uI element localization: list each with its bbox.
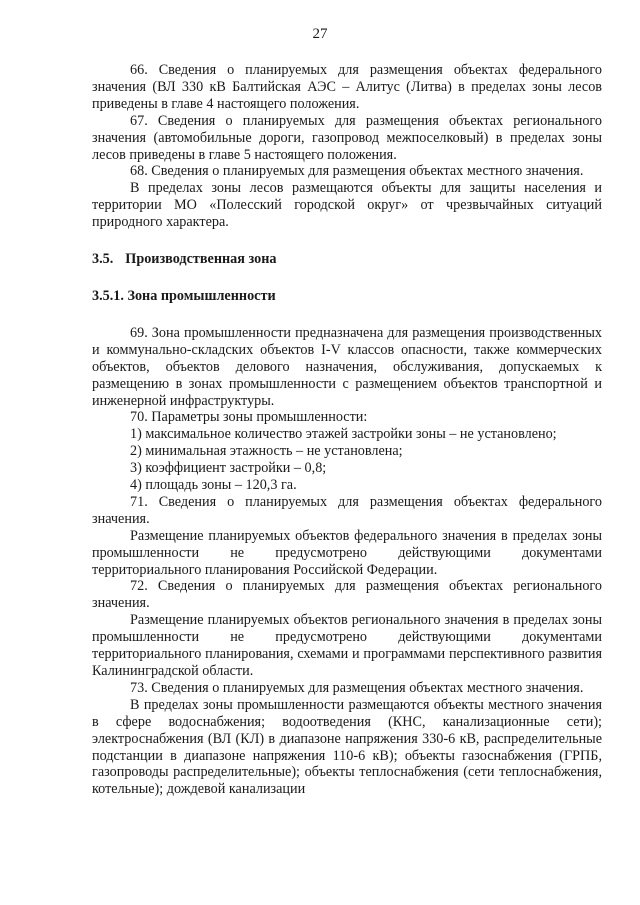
paragraph-71: 71. Сведения о планируемых для размещения объектах федерального значения. <box>92 493 602 527</box>
paragraph-68-body: В пределах зоны лесов размещаются объекты для защиты населения и территории МО «Полесский городской округ» от чрезвычайных ситуаций природного характера. <box>92 180 602 231</box>
list-item-70-4: 4) площадь зоны – 120,3 га. <box>130 477 297 494</box>
paragraph-71-body: Размещение планируемых объектов федерального значения в пределах зоны промышленности не предусмотрено действующими документами территориального планирования Российской Федерации. <box>92 527 602 578</box>
paragraph-72-body: Размещение планируемых объектов регионального значения в пределах зоны промышленности не предусмотрено действующими документами территориального планирования, схемами и программами перспективного развития Калининградской области. <box>92 612 602 679</box>
paragraph-72: 72. Сведения о планируемых для размещения объектах регионального значения. <box>92 578 602 612</box>
paragraph-68: 68. Сведения о планируемых для размещения объектах местного значения. <box>130 163 584 180</box>
paragraph-66: 66. Сведения о планируемых для размещения объектах федерального значения (ВЛ 330 кВ Балтийская АЭС – Алитус (Литва) в пределах зоны лесов приведены в главе 4 настоящего положения. <box>92 62 602 112</box>
paragraph-67: 67. Сведения о планируемых для размещения объектах регионального значения (автомобильные дороги, газопровод межпоселковый) в пределах зоны лесов приведены в главе 5 настоящего положения. <box>92 112 602 163</box>
section-heading-3-5 <box>92 251 602 268</box>
list-item-70-2: 2) минимальная этажность – не установлена; <box>130 443 403 460</box>
subsection-heading-3-5-1: 3.5.1. Зона промышленности <box>92 287 276 304</box>
paragraph-69: 69. Зона промышленности предназначена для размещения производственных и коммунально-складских объектов I-V классов опасности, также коммерческих объектов, объектов делового назначения, обслуживания, допускаемых к размещению в зонах промышленности с размещением объектов транспортной и инженерной инфраструктуры. <box>92 324 602 409</box>
section-number: 3.5. <box>92 251 114 268</box>
list-item-70-3: 3) коэффициент застройки – 0,8; <box>130 460 327 477</box>
paragraph-73-body: В пределах зоны промышленности размещаются объекты местного значения в сфере водоснабжения; водоотведения (КНС, канализационные сети); электроснабжения (ВЛ (КЛ) в диапазоне напряжения 330-6 кВ, распределительные подстанции в диапазоне напряжения 110-6 кВ); объекты газоснабжения (ГРПБ, газопроводы распределительные); объекты теплоснабжения (сети теплоснабжения, котельные); дождевой канализации <box>92 696 602 798</box>
paragraph-70: 70. Параметры зоны промышленности: <box>130 409 368 426</box>
section-title: Производственная зона <box>125 251 277 268</box>
page-number: 27 <box>312 26 328 42</box>
document-body <box>92 62 602 798</box>
paragraph-73: 73. Сведения о планируемых для размещения объектах местного значения. <box>130 679 584 696</box>
list-item-70-1: 1) максимальное количество этажей застройки зоны – не установлено; <box>130 426 557 443</box>
